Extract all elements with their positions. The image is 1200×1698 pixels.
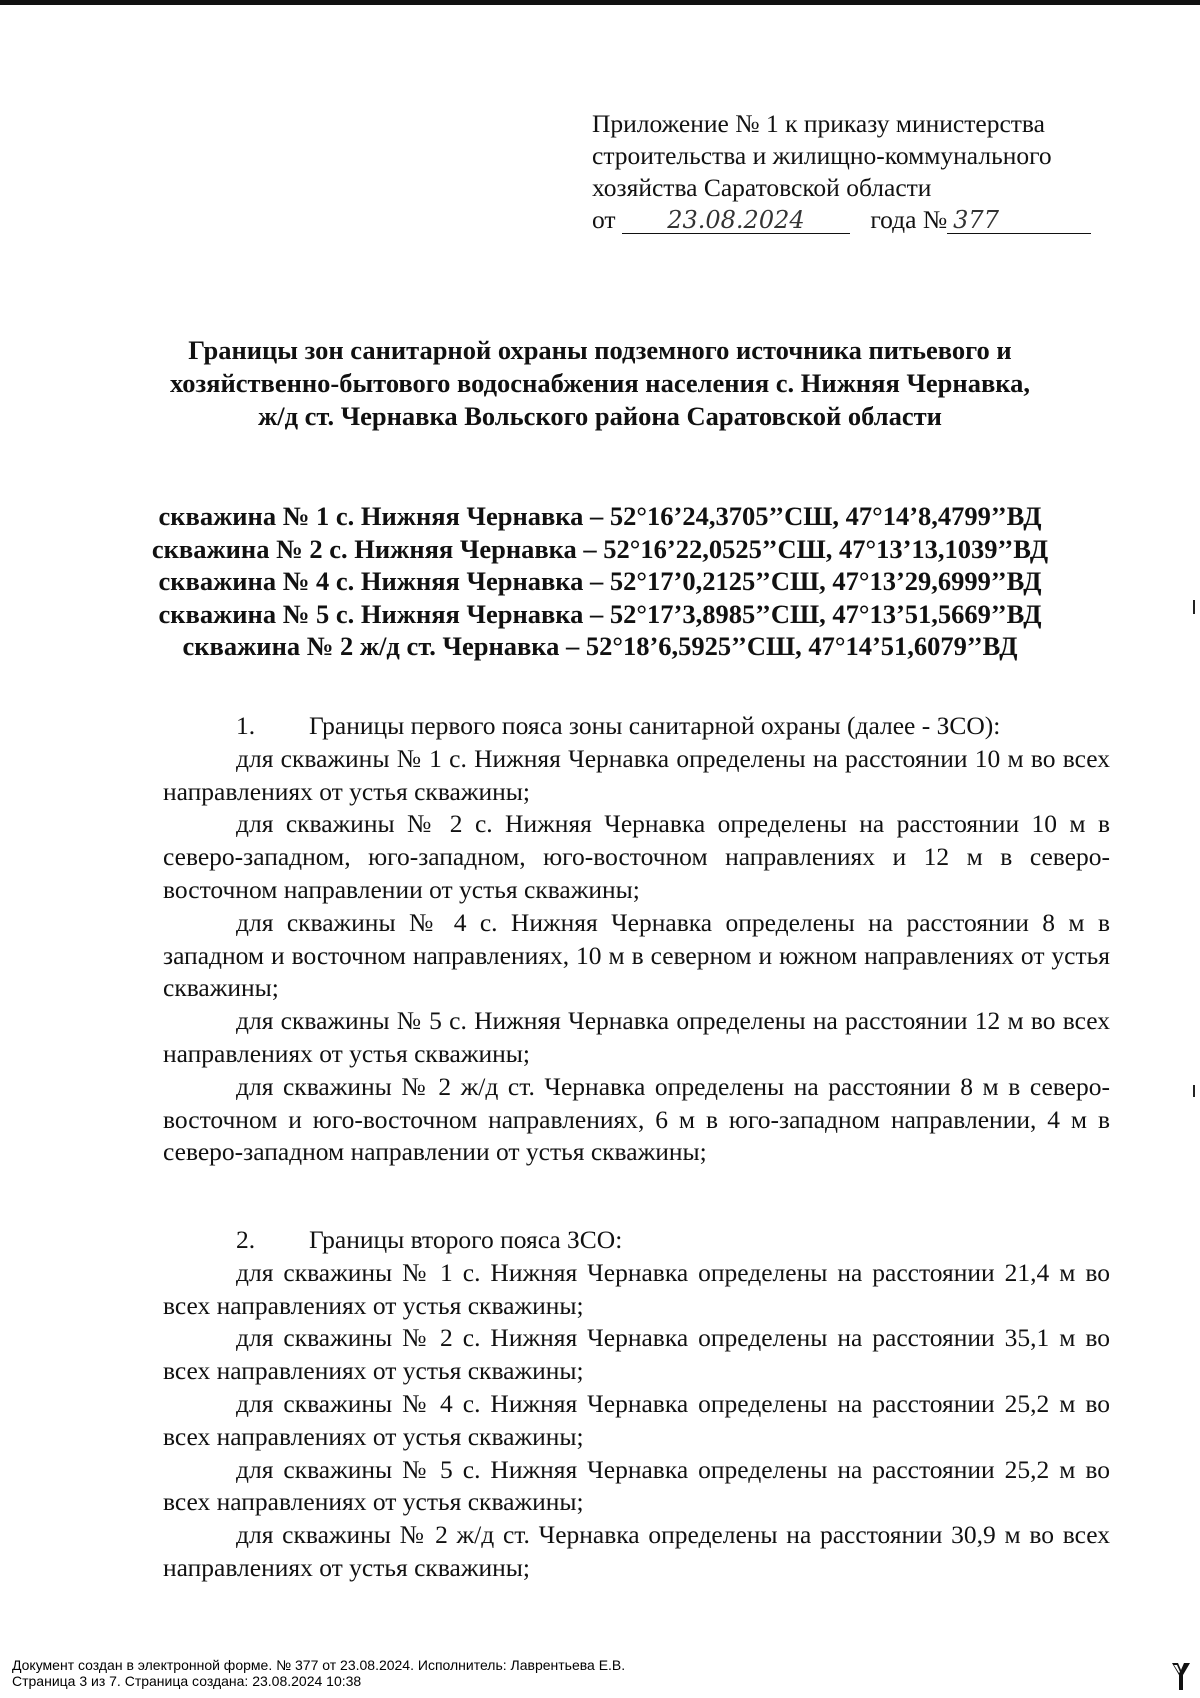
list-item: для скважины № 4 с. Нижняя Чернавка определены на расстоянии 25,2 м во всех направлениях от устья скважины; bbox=[163, 1388, 1110, 1451]
footer-line: Страница 3 из 7. Страница создана: 23.08.2024 10:38 bbox=[12, 1673, 362, 1689]
section-number: 1. bbox=[236, 711, 256, 740]
scan-edge-mark bbox=[1193, 1085, 1195, 1097]
section-heading-text: Границы второго пояса ЗСО: bbox=[309, 1225, 623, 1254]
list-item: для скважины № 2 с. Нижняя Чернавка определены на расстоянии 35,1 м во всех направлениях от устья скважины; bbox=[163, 1323, 1110, 1386]
emblem-icon bbox=[1170, 1660, 1192, 1692]
section-number: 2. bbox=[236, 1225, 256, 1254]
list-item: для скважины № 2 ж/д ст. Чернавка определены на расстоянии 30,9 м во всех направлениях от устья скважины; bbox=[163, 1520, 1110, 1582]
section-first-belt bbox=[163, 710, 1110, 1169]
electronic-document-footer bbox=[12, 1657, 625, 1689]
handwritten-order-number: 377 bbox=[953, 206, 999, 234]
top-scan-border bbox=[0, 0, 1200, 5]
wells-coordinates-list bbox=[100, 500, 1100, 663]
list-item: для скважины № 5 с. Нижняя Чернавка определены на расстоянии 12 м во всех направлениях от устья скважины; bbox=[163, 1006, 1110, 1068]
section-heading bbox=[163, 710, 1110, 743]
title-line: Границы зон санитарной охраны подземного источника питьевого и bbox=[188, 335, 1012, 365]
well-coordinates: скважина № 2 с. Нижняя Чернавка – 52°16’22,0525’’СШ, 47°13’13,1039’’ВД bbox=[151, 533, 1049, 564]
list-item: для скважины № 1 с. Нижняя Чернавка определены на расстоянии 21,4 м во всех направлениях от устья скважины; bbox=[163, 1257, 1110, 1320]
appendix-header bbox=[592, 108, 1152, 236]
title-line: хозяйственно-бытового водоснабжения населения с. Нижняя Чернавка, bbox=[170, 368, 1030, 398]
list-item: для скважины № 1 с. Нижняя Чернавка определены на расстоянии 10 м во всех направлениях от устья скважины; bbox=[163, 743, 1110, 806]
from-label: от bbox=[592, 205, 616, 234]
order-number-label: года № bbox=[870, 205, 948, 234]
well-coordinates: скважина № 5 с. Нижняя Чернавка – 52°17’3,8985’’СШ, 47°13’51,5669’’ВД bbox=[158, 598, 1042, 629]
well-coordinates: скважина № 4 с. Нижняя Чернавка – 52°17’0,2125’’СШ, 47°13’29,6999’’ВД bbox=[158, 566, 1042, 596]
well-coordinates: скважина № 1 с. Нижняя Чернавка – 52°16’24,3705’’СШ, 47°14’8,4799’’ВД bbox=[158, 501, 1042, 531]
title-line: ж/д ст. Чернавка Вольского района Саратовской области bbox=[258, 401, 942, 431]
document-title bbox=[100, 334, 1100, 433]
list-item: для скважины № 2 ж/д ст. Чернавка определены на расстоянии 8 м в северо-восточном и юго-восточном направлениях, 6 м в юго-западном направлении, 4 м в северо-западном направлении от устья скважины; bbox=[163, 1071, 1110, 1167]
list-item: для скважины № 2 с. Нижняя Чернавка определены на расстоянии 10 м в северо-западном, юго-западном, юго-восточном направлениях и 12 м в северо-восточном направлении от устья скважины; bbox=[163, 809, 1110, 904]
appendix-line: строительства и жилищно-коммунального bbox=[592, 141, 1052, 170]
list-item: для скважины № 5 с. Нижняя Чернавка определены на расстоянии 25,2 м во всех направлениях от устья скважины; bbox=[163, 1454, 1110, 1517]
footer-line: Документ создан в электронной форме. № 377 от 23.08.2024. Исполнитель: Лаврентьева Е.В. bbox=[12, 1657, 626, 1673]
appendix-line: хозяйства Саратовской области bbox=[592, 173, 932, 202]
handwritten-date: 23.08.2024 bbox=[667, 206, 805, 234]
section-second-belt bbox=[163, 1224, 1110, 1585]
well-coordinates: скважина № 2 ж/д ст. Чернавка – 52°18’6,5925’’СШ, 47°14’51,6079’’ВД bbox=[182, 631, 1018, 661]
section-heading-text: Границы первого пояса зоны санитарной охраны (далее - ЗСО): bbox=[309, 711, 1001, 740]
appendix-line: Приложение № 1 к приказу министерства bbox=[592, 109, 1045, 138]
scan-edge-mark bbox=[1193, 600, 1195, 614]
list-item: для скважины № 4 с. Нижняя Чернавка определены на расстоянии 8 м в западном и восточном направлениях, 10 м в северном и южном направлениях от устья скважины; bbox=[163, 907, 1110, 1003]
section-heading bbox=[163, 1224, 1110, 1257]
appendix-date-line bbox=[592, 204, 1152, 236]
